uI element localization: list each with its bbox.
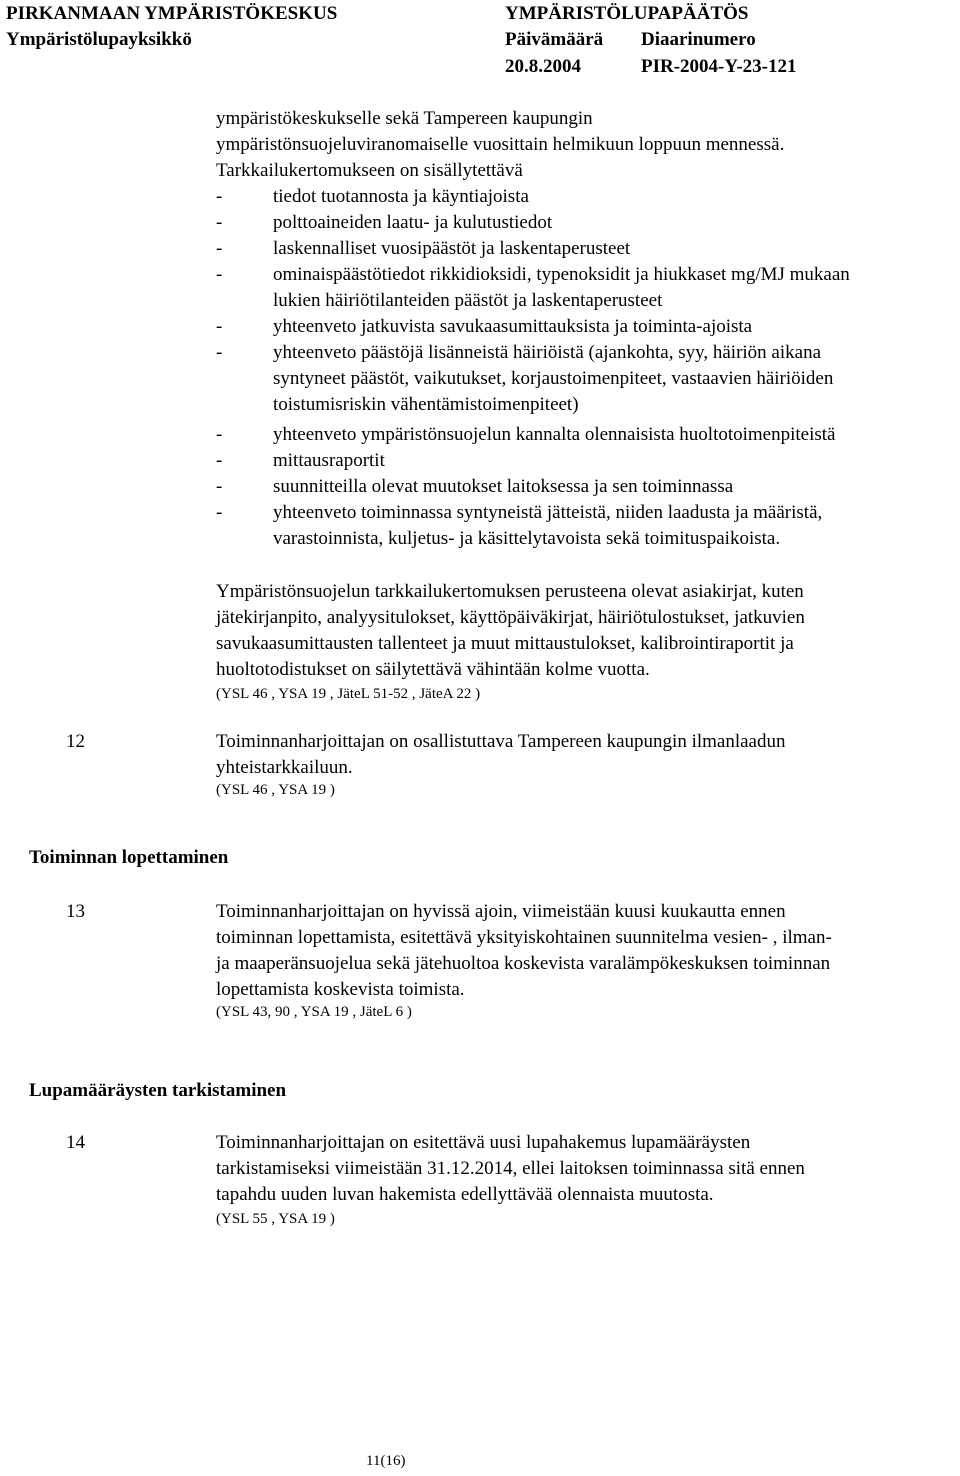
item-number: 13	[66, 901, 85, 922]
retention-line: Ympäristönsuojelun tarkkailukertomuksen perusteena olevat asiakirjat, kuten	[216, 581, 804, 602]
bullet-dash: -	[216, 450, 223, 471]
bullet-text: tiedot tuotannosta ja käyntiajoista	[273, 186, 529, 207]
bullet-text: toistumisriskin vähentämistoimenpiteet)	[273, 394, 579, 415]
intro-line: ympäristökeskukselle sekä Tampereen kaupungin	[216, 108, 593, 129]
bullet-dash: -	[216, 316, 223, 337]
legal-reference: (YSL 46 , YSA 19 , JäteL 51-52 , JäteA 22 )	[216, 686, 481, 702]
bullet-dash: -	[216, 502, 223, 523]
item-line: ja maaperänsuojelua sekä jätehuoltoa koskevista varalämpökeskuksen toiminnan	[216, 953, 831, 974]
bullet-dash: -	[216, 476, 223, 497]
bullet-dash: -	[216, 424, 223, 445]
retention-line: savukaasumittausten tallenteet ja muut mittaustulokset, kalibrointiraportit ja	[216, 633, 794, 654]
intro-line: Tarkkailukertomukseen on sisällytettävä	[216, 160, 523, 181]
bullet-text: ominaispäästötiedot rikkidioksidi, typenoksidit ja hiukkaset mg/MJ mukaan	[273, 264, 850, 285]
header-organization: PIRKANMAAN YMPÄRISTÖKESKUS	[6, 3, 338, 24]
bullet-dash: -	[216, 212, 223, 233]
item-line: Toiminnanharjoittajan on osallistuttava Tampereen kaupungin ilmanlaadun	[216, 731, 786, 752]
item-line: tapahdu uuden luvan hakemista edellyttävää olennaista muutosta.	[216, 1184, 714, 1205]
item-line: Toiminnanharjoittajan on hyvissä ajoin, viimeistään kuusi kuukautta ennen	[216, 901, 786, 922]
intro-line: ympäristönsuojeluviranomaiselle vuosittain helmikuun loppuun mennessä.	[216, 134, 785, 155]
bullet-text: syntyneet päästöt, vaikutukset, korjaustoimenpiteet, vastaavien häiriöiden	[273, 368, 834, 389]
item-line: lopettamista koskevista toimista.	[216, 979, 465, 1000]
header-unit: Ympäristölupayksikkö	[6, 29, 192, 50]
bullet-text: varastoinnista, kuljetus- ja käsittelytavoista sekä toimituspaikoista.	[273, 528, 781, 549]
bullet-dash: -	[216, 264, 223, 285]
section-heading: Toiminnan lopettaminen	[29, 847, 229, 868]
bullet-text: yhteenveto päästöjä lisänneistä häiriöistä (ajankohta, syy, häiriön aikana	[273, 342, 822, 363]
header-diary-label: Diaarinumero	[641, 29, 756, 50]
bullet-text: suunnitteilla olevat muutokset laitoksessa ja sen toiminnassa	[273, 476, 734, 497]
item-number: 12	[66, 731, 85, 752]
item-line: tarkistamiseksi viimeistään 31.12.2014, ellei laitoksen toiminnassa sitä ennen	[216, 1158, 805, 1179]
section-heading: Lupamääräysten tarkistaminen	[29, 1080, 287, 1101]
item-line: yhteistarkkailuun.	[216, 757, 353, 778]
bullet-dash: -	[216, 238, 223, 259]
retention-line: huoltotodistukset on säilytettävä vähintään kolme vuotta.	[216, 659, 650, 680]
item-line: Toiminnanharjoittajan on esitettävä uusi lupahakemus lupamääräysten	[216, 1132, 751, 1153]
bullet-text: laskennalliset vuosipäästöt ja laskentaperusteet	[273, 238, 631, 259]
item-line: toiminnan lopettamista, esitettävä yksityiskohtainen suunnitelma vesien- , ilman-	[216, 927, 832, 948]
legal-reference: (YSL 43, 90 , YSA 19 , JäteL 6 )	[216, 1004, 412, 1020]
bullet-text: yhteenveto toiminnassa syntyneistä jätteistä, niiden laadusta ja määristä,	[273, 502, 823, 523]
header-date-label: Päivämäärä	[505, 29, 604, 50]
item-number: 14	[66, 1132, 85, 1153]
header-date-value: 20.8.2004	[505, 56, 581, 77]
page-number: 11(16)	[366, 1453, 406, 1469]
legal-reference: (YSL 46 , YSA 19 )	[216, 782, 335, 798]
bullet-text: polttoaineiden laatu- ja kulutustiedot	[273, 212, 553, 233]
bullet-text: mittausraportit	[273, 450, 385, 471]
retention-line: jätekirjanpito, analyysitulokset, käyttöpäiväkirjat, häiriötulostukset, jatkuvien	[216, 607, 805, 628]
header-document-type: YMPÄRISTÖLUPAPÄÄTÖS	[505, 3, 749, 24]
legal-reference: (YSL 55 , YSA 19 )	[216, 1211, 335, 1227]
bullet-dash: -	[216, 186, 223, 207]
bullet-text: lukien häiriötilanteiden päästöt ja laskentaperusteet	[273, 290, 663, 311]
bullet-text: yhteenveto ympäristönsuojelun kannalta olennaisista huoltotoimenpiteistä	[273, 424, 836, 445]
bullet-text: yhteenveto jatkuvista savukaasumittauksista ja toiminta-ajoista	[273, 316, 753, 337]
header-diary-value: PIR-2004-Y-23-121	[641, 56, 797, 77]
bullet-dash: -	[216, 342, 223, 363]
